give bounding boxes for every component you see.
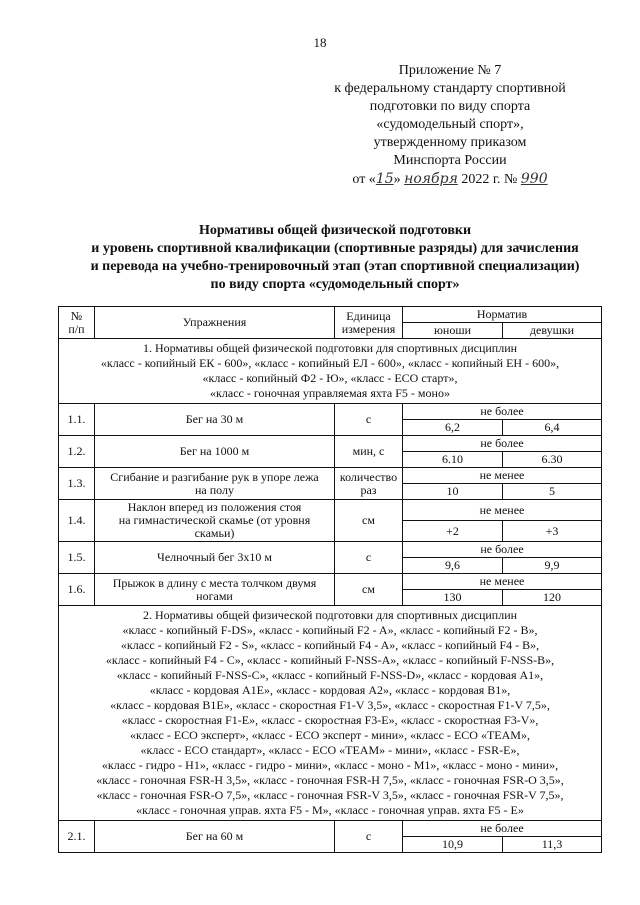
handwritten-order-number: 990 [520, 171, 548, 187]
norm-boys-value: 10,9 [403, 837, 503, 853]
header-girls: девушки [503, 323, 602, 339]
table-row [59, 821, 602, 837]
norms-table [58, 306, 602, 853]
norm-boys-value: 9,6 [403, 558, 503, 574]
unit-of-measure: см [335, 574, 403, 606]
header-exercise: Упражнения [95, 307, 335, 339]
exercise-name: Сгибание и разгибание рук в упоре лежа на полу [95, 468, 335, 500]
header-boys: юноши [403, 323, 503, 339]
exercise-name: Бег на 30 м [95, 404, 335, 436]
norm-girls-value: 6.30 [503, 452, 602, 468]
norm-condition: не менее [403, 574, 602, 590]
appendix-line: Минспорта России [393, 153, 507, 168]
table-row [59, 468, 602, 484]
unit-of-measure: с [335, 404, 403, 436]
row-number: 2.1. [59, 821, 95, 853]
norm-condition: не более [403, 821, 602, 837]
table-row [59, 404, 602, 420]
exercise-name: Прыжок в длину с места толчком двумя ногами [95, 574, 335, 606]
order-date-line: от «15» ноября 2022 г. № 990 [352, 171, 548, 187]
norm-boys-value: 130 [403, 590, 503, 606]
table-row [59, 436, 602, 452]
row-number: 1.2. [59, 436, 95, 468]
norm-girls-value: 120 [503, 590, 602, 606]
section-1-heading: 1. Нормативы общей физической подготовки для спортивных дисциплин «класс - копийный ЕК - 600», «класс - копийный ЕЛ - 600», «класс - копийный ЕН - 600», «класс - копийный Ф2 - Ю», «класс - ЕСО старт», «класс - гоночная управляемая яхта F5 - моно» [59, 339, 602, 404]
norm-girls-value: 5 [503, 484, 602, 500]
norm-condition: не более [403, 542, 602, 558]
appendix-line: утвержденному приказом [373, 135, 527, 150]
table-row [59, 574, 602, 590]
row-number: 1.5. [59, 542, 95, 574]
handwritten-day: 15 [375, 171, 394, 187]
exercise-name: Бег на 1000 м [95, 436, 335, 468]
row-number: 1.1. [59, 404, 95, 436]
norm-boys-value: 10 [403, 484, 503, 500]
row-number: 1.4. [59, 500, 95, 542]
row-number: 1.6. [59, 574, 95, 606]
norm-condition: не менее [403, 500, 602, 521]
unit-of-measure: с [335, 542, 403, 574]
header-norm: Норматив [403, 307, 602, 323]
norm-condition: не более [403, 436, 602, 452]
norm-boys-value: 6.10 [403, 452, 503, 468]
header-num: № п/п [59, 307, 95, 339]
exercise-name: Челночный бег 3х10 м [95, 542, 335, 574]
page-number: 18 [313, 35, 327, 50]
table-row [59, 542, 602, 558]
norm-condition: не менее [403, 468, 602, 484]
handwritten-month: ноября [404, 171, 458, 187]
unit-of-measure: количество раз [335, 468, 403, 500]
norm-girls-value: +3 [503, 521, 602, 542]
exercise-name: Наклон вперед из положения стоя на гимнастической скамье (от уровня скамьи) [95, 500, 335, 542]
unit-of-measure: см [335, 500, 403, 542]
document-title: Нормативы общей физической подготовки и уровень спортивной квалификации (спортивные разряды) для зачисления и перевода на учебно-тренировочный этап (этап спортивной специализации) по виду спорта «судомодельный спорт» [90, 223, 580, 292]
norm-boys-value: +2 [403, 521, 503, 542]
unit-of-measure: с [335, 821, 403, 853]
norm-condition: не более [403, 404, 602, 420]
row-number: 1.3. [59, 468, 95, 500]
appendix-line: подготовки по виду спорта [369, 99, 531, 114]
norm-girls-value: 9,9 [503, 558, 602, 574]
norm-boys-value: 6,2 [403, 420, 503, 436]
appendix-block [300, 62, 600, 189]
table-row [59, 500, 602, 521]
header-unit: Единица измерения [335, 307, 403, 339]
unit-of-measure: мин, с [335, 436, 403, 468]
appendix-line: «судомодельный спорт», [376, 117, 524, 132]
norm-girls-value: 11,3 [503, 837, 602, 853]
exercise-name: Бег на 60 м [95, 821, 335, 853]
appendix-line: к федеральному стандарту спортивной [334, 81, 566, 96]
section-2-heading: 2. Нормативы общей физической подготовки для спортивных дисциплин «класс - копийный F-DS», «класс - копийный F2 - A», «класс - копийный F2 - B», «класс - копийный F2 - S», «класс - копийный F4 - A», «класс - копийный F4 - B», «класс - копийный F4 - C», «класс - копийный F-NSS-A», «класс - копийный F-NSS-B», «класс - копийный F-NSS-C», «класс - копийный F-NSS-D», «класс - кордовая A1», «класс - кордовая A1E», «класс - кордовая A2», «класс - кордовая B1», «класс - кордовая B1E», «класс - скоростная F1-V 3,5», «класс - скоростная F1-V 7,5», «класс - скоростная F1-E», «класс - скоростная F3-E», «класс - скоростная F3-V», «класс - ЕСО эксперт», «класс - ЕСО эксперт - мини», «класс - ЕСО «TEAM», «класс - ЕСО стандарт», «класс - ЕСО «TEAM» - мини», «класс - FSR-E», «класс - гидро - H1», «класс - гидро - мини», «класс - моно - M1», «класс - моно - мини», «класс - гоночная FSR-H 3,5», «класс - гоночная FSR-H 7,5», «класс - гоночная FSR-O 3,5», «класс - гоночная FSR-O 7,5», «класс - гоночная FSR-V 3,5», «класс - гоночная FSR-V 7,5», «класс - гоночная управ. яхта F5 - M», «класс - гоночная управ. яхта F5 - E» [59, 606, 602, 821]
appendix-line: Приложение № 7 [398, 63, 502, 78]
norm-girls-value: 6,4 [503, 420, 602, 436]
